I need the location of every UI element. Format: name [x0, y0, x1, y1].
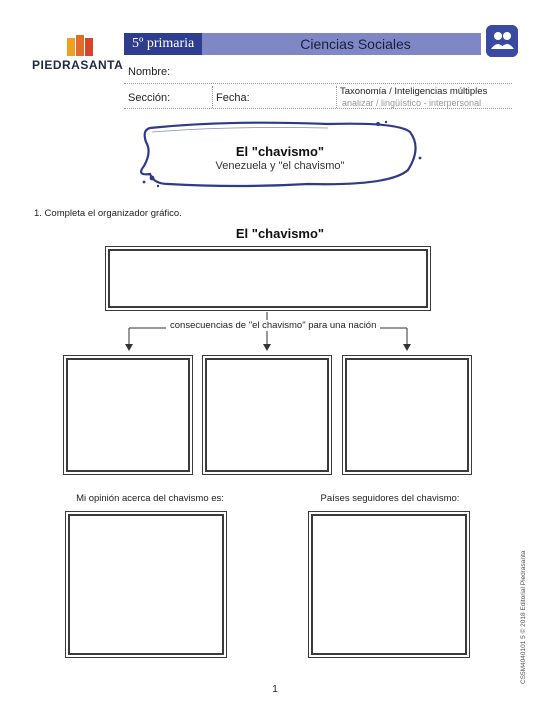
consequence-box-2[interactable]: [205, 358, 329, 472]
name-label: Nombre:: [128, 66, 171, 78]
taxonomy-values: analizar / lingüístico - interpersonal: [342, 98, 482, 108]
opinion-box[interactable]: [68, 514, 224, 655]
publisher-code: CS5M4040101 5 © 2018 Editorial Piedrasanta: [520, 550, 527, 684]
organizer-title: El "chavismo": [235, 226, 325, 241]
page-number: 1: [272, 684, 278, 695]
countries-box[interactable]: [311, 514, 467, 655]
banner-subtitle: Venezuela y "el chavismo": [215, 160, 345, 172]
subject-title: Ciencias Sociales: [300, 36, 411, 52]
date-label: Fecha:: [216, 92, 250, 104]
brand-logo-text: PIEDRASANTA: [32, 58, 124, 72]
arrow-down-icon: [403, 344, 411, 351]
grade-label: 5º primaria: [124, 33, 202, 55]
countries-label: Países seguidores del chavismo:: [320, 493, 460, 504]
instruction-text: 1. Completa el organizador gráfico.: [34, 208, 182, 219]
connector-label: consecuencias de "el chavismo" para una nación: [166, 320, 380, 331]
arrow-down-icon: [263, 344, 271, 351]
section-label: Sección:: [128, 92, 171, 104]
consequence-box-1[interactable]: [66, 358, 190, 472]
consequence-box-3[interactable]: [345, 358, 469, 472]
arrow-down-icon: [125, 344, 133, 351]
taxonomy-label: Taxonomía / Inteligencias múltiples: [340, 86, 488, 97]
opinion-label: Mi opinión acerca del chavismo es:: [76, 493, 224, 504]
banner-title: El "chavismo": [235, 144, 325, 159]
